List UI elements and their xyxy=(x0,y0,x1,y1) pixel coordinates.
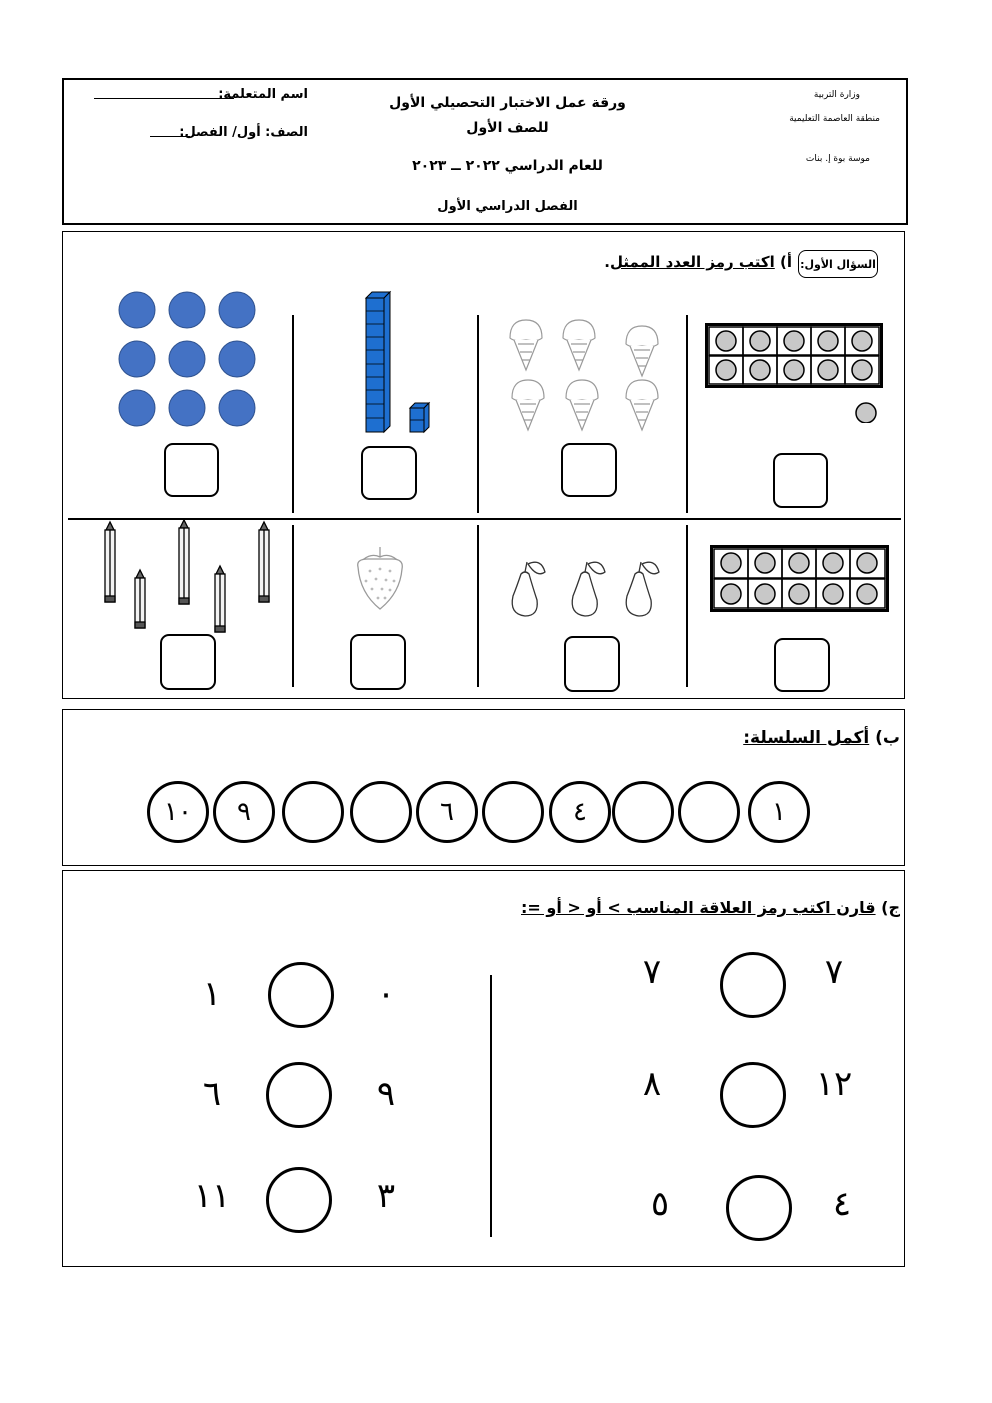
compare-number: ٧ xyxy=(824,952,844,992)
answer-box[interactable] xyxy=(361,446,417,500)
question-1-badge: السؤال الأول: xyxy=(798,250,878,278)
pears-group xyxy=(505,558,665,620)
school-label: موسة بوة إ. بنات xyxy=(805,154,870,164)
ten-frame-ten xyxy=(710,545,890,613)
question-2-instruction: ب) أكمل السلسلة: xyxy=(743,728,900,748)
compare-number: ٩ xyxy=(376,1074,396,1114)
semester-label: الفصل الدراسي الأول xyxy=(437,199,578,214)
compare-circle[interactable] xyxy=(720,952,786,1018)
region-label: منطقة العاصمة التعليمية xyxy=(789,114,880,124)
compare-number: ١١ xyxy=(193,1176,231,1216)
compare-number: ١ xyxy=(202,974,222,1014)
sequence-cell[interactable] xyxy=(282,781,344,843)
q3-divider xyxy=(490,975,492,1237)
compare-circle[interactable] xyxy=(720,1062,786,1128)
q1-divider xyxy=(477,315,479,513)
compare-number: ٧ xyxy=(642,952,662,992)
answer-box[interactable] xyxy=(774,638,830,692)
sequence-cell[interactable]: ٦ xyxy=(416,781,478,843)
student-name-label: اسم المتعلمة: xyxy=(218,87,308,102)
ice-cream-group xyxy=(498,318,673,438)
class-label: الصف: أول/ الفصل: xyxy=(179,125,308,140)
compare-number: ٨ xyxy=(642,1064,662,1104)
sequence-cell[interactable]: ٤ xyxy=(549,781,611,843)
answer-box[interactable] xyxy=(350,634,406,690)
q1-divider xyxy=(686,315,688,513)
answer-box[interactable] xyxy=(164,443,219,497)
ministry-label: وزارة التربية xyxy=(813,90,860,100)
blue-dots xyxy=(118,290,260,430)
q1-divider xyxy=(292,525,294,687)
compare-number: ٣ xyxy=(376,1176,396,1216)
ten-frame-full xyxy=(705,323,883,423)
sequence-cell[interactable]: ١ xyxy=(748,781,810,843)
question-1-instruction: أ) اكتب رمز العدد الممثل. xyxy=(604,253,792,271)
class-line[interactable] xyxy=(150,136,190,137)
q1-divider xyxy=(292,315,294,513)
sequence-cell[interactable] xyxy=(612,781,674,843)
compare-number: ٥ xyxy=(650,1184,670,1224)
answer-box[interactable] xyxy=(160,634,216,690)
answer-box[interactable] xyxy=(564,636,620,692)
compare-circle[interactable] xyxy=(268,962,334,1028)
worksheet-title: ورقة عمل الاختبار التحصيلي الأول xyxy=(389,95,626,111)
sequence-cell[interactable] xyxy=(482,781,544,843)
grade-label: للصف الأول xyxy=(466,120,549,136)
sequence-cell[interactable]: ٩ xyxy=(213,781,275,843)
school-year: للعام الدراسي ٢٠٢٢ ــ ٢٠٢٣ xyxy=(412,158,603,174)
pencils-group xyxy=(100,518,280,636)
compare-number: ٦ xyxy=(202,1074,222,1114)
sequence-cell[interactable] xyxy=(350,781,412,843)
question-3-instruction: ج) قارن اكتب رمز العلاقة المناسب > أو < أو =: xyxy=(521,898,900,917)
compare-circle[interactable] xyxy=(726,1175,792,1241)
q1-divider xyxy=(477,525,479,687)
compare-number: ٤ xyxy=(832,1184,852,1224)
compare-circle[interactable] xyxy=(266,1167,332,1233)
sequence-cell[interactable]: ١٠ xyxy=(147,781,209,843)
answer-box[interactable] xyxy=(773,453,828,508)
q1-divider xyxy=(686,525,688,687)
student-name-line[interactable] xyxy=(94,98,234,99)
base-ten-blocks xyxy=(362,290,432,435)
sequence-cell[interactable] xyxy=(678,781,740,843)
compare-circle[interactable] xyxy=(266,1062,332,1128)
compare-number: ٠ xyxy=(376,974,396,1014)
answer-box[interactable] xyxy=(561,443,617,497)
compare-number: ١٢ xyxy=(815,1064,853,1104)
strawberry xyxy=(352,543,408,613)
